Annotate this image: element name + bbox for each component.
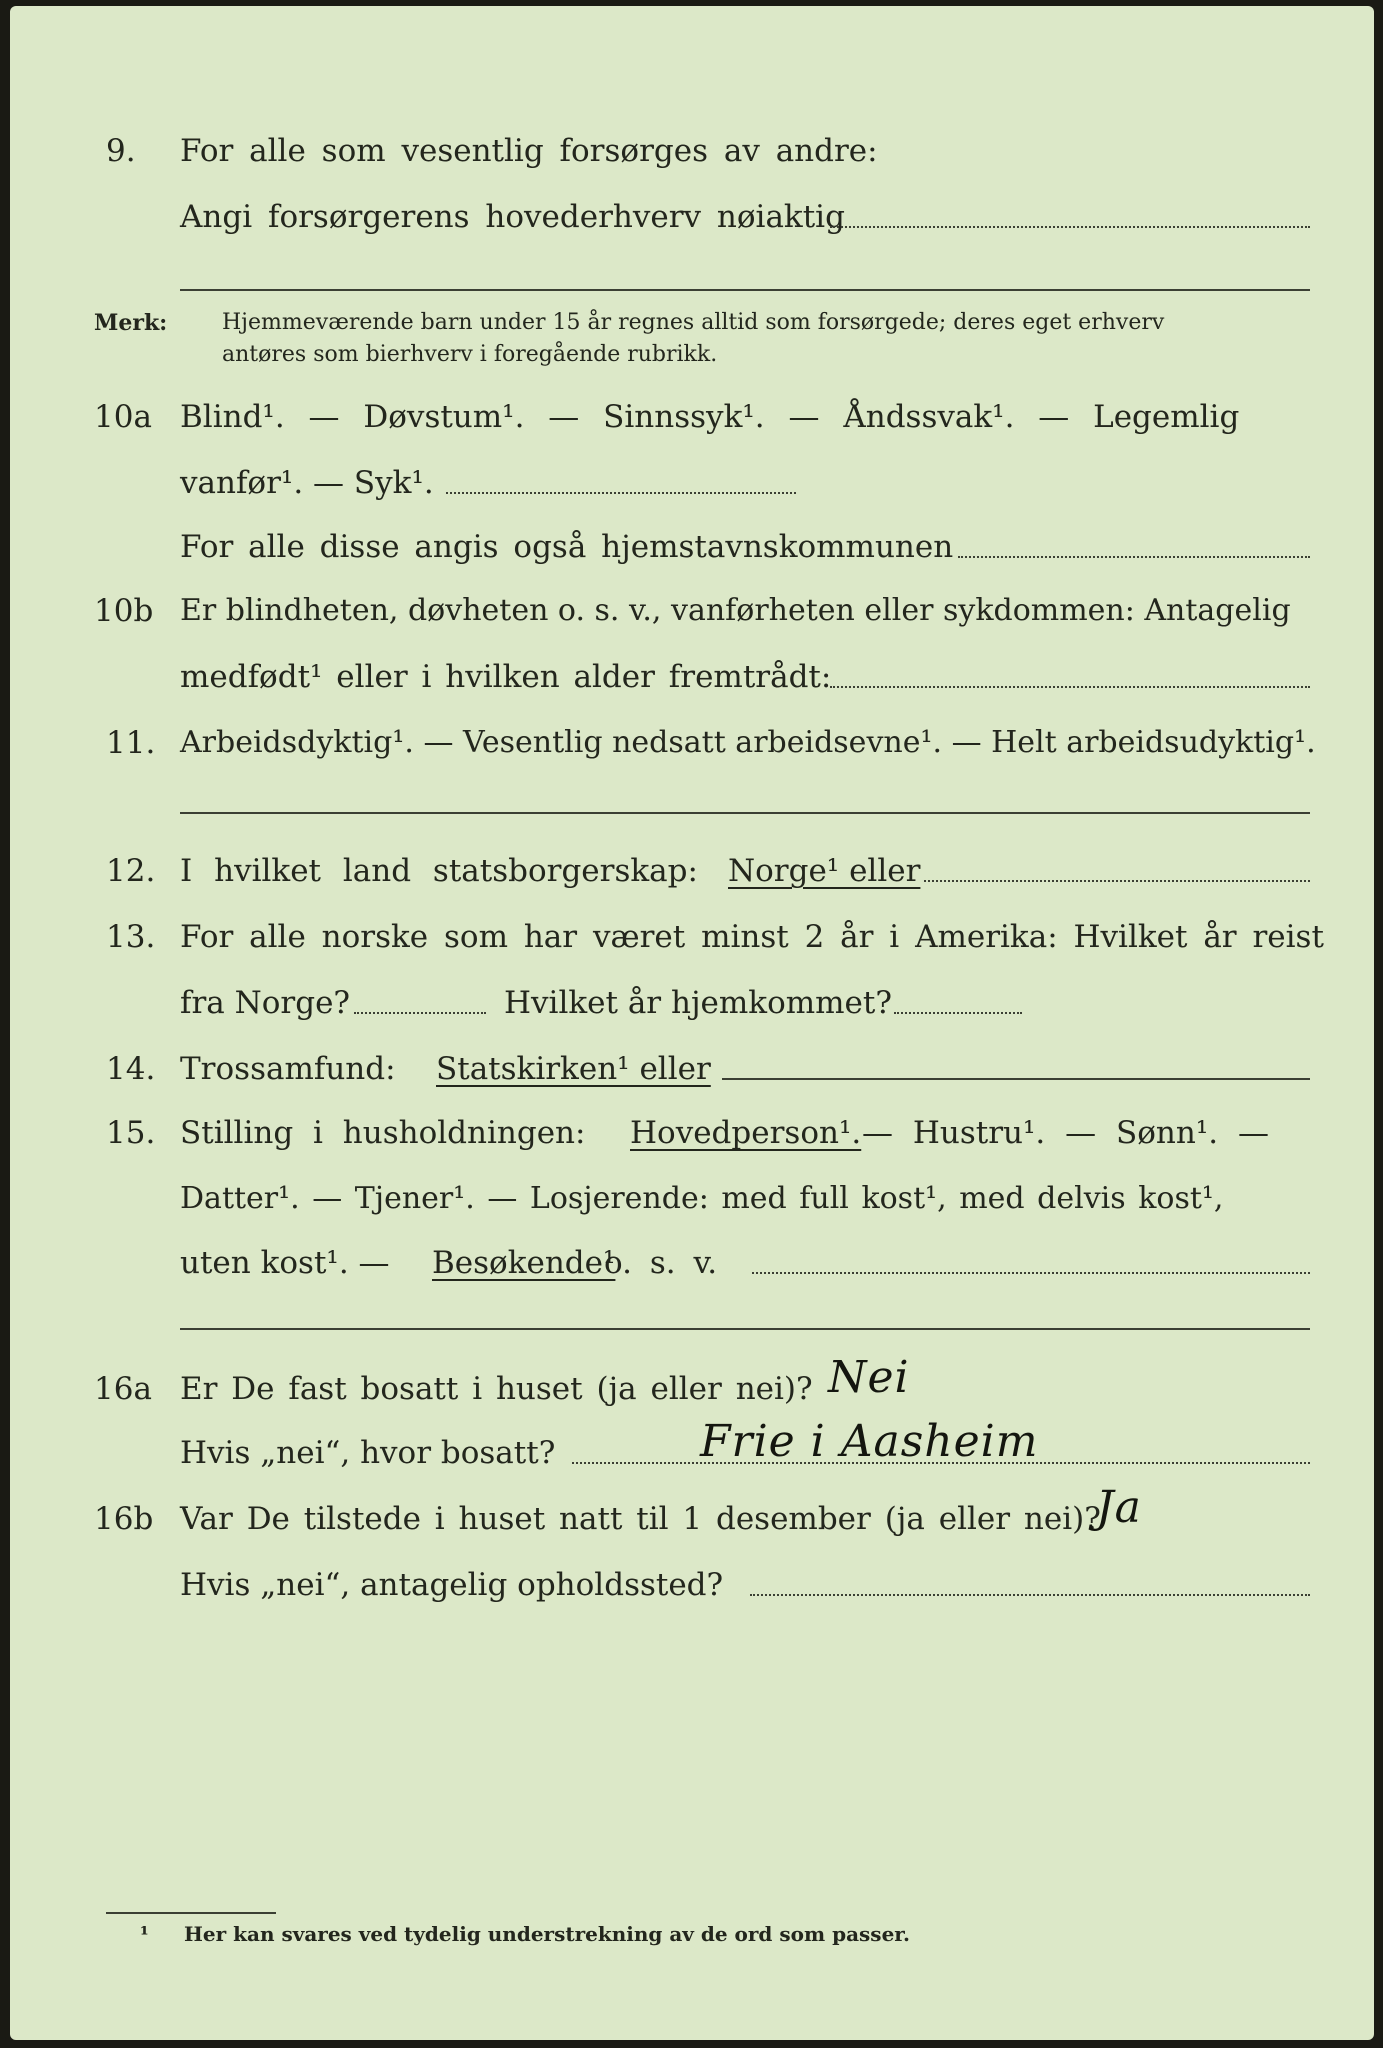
q13-number: 13. <box>106 919 156 955</box>
q12-text: I hvilket land statsborgerskap: <box>180 853 698 889</box>
q16b-number: 16b <box>94 1501 154 1537</box>
q16a-line1: Er De fast bosatt i huset (ja eller nei)? <box>180 1371 813 1407</box>
q15-underlined-hovedperson: Hovedperson¹. <box>630 1115 862 1151</box>
q12-answer-line[interactable] <box>924 880 1310 882</box>
q13-line1: For alle norske som har været minst 2 år i Amerika: Hvilket år reist <box>180 919 1324 955</box>
q10b-answer-line[interactable] <box>830 686 1310 688</box>
q12-number: 12. <box>106 853 156 889</box>
q10b-number: 10b <box>94 593 154 629</box>
q16b-opholdssted-answer-line[interactable] <box>750 1594 1310 1596</box>
q10b-line2: medfødt¹ eller i hvilken alder fremtrådt: <box>180 659 832 695</box>
q16a-handwritten-answer: Nei <box>828 1352 910 1403</box>
q15-line2: Datter¹. — Tjener¹. — Losjerende: med full kost¹, med delvis kost¹, <box>180 1181 1224 1216</box>
q11-answer-line[interactable] <box>180 812 1310 814</box>
q16a-handwritten-bosatt: Frie i Aasheim <box>700 1416 1039 1467</box>
footnote-divider <box>106 1912 276 1914</box>
q10a-line3: For alle disse angis også hjemstavnskommunen <box>180 529 954 565</box>
q9-extra-answer-line[interactable] <box>180 289 1310 291</box>
q15-answer-line[interactable] <box>752 1272 1310 1274</box>
q16b-handwritten-answer: Ja <box>1096 1482 1142 1533</box>
q14-underlined-option: Statskirken¹ eller <box>436 1051 711 1087</box>
q10b-line1: Er blindheten, døvheten o. s. v., vanførheten eller sykdommen: Antagelig <box>180 593 1291 628</box>
q9-line2: Angi forsørgerens hovederhverv nøiaktig <box>180 199 845 235</box>
q15-number: 15. <box>106 1115 156 1151</box>
q16b-line2: Hvis „nei“, antagelig opholdssted? <box>180 1567 724 1603</box>
q13-line2a: fra Norge? <box>180 985 351 1021</box>
q10a-line1: Blind¹. — Døvstum¹. — Sinnssyk¹. — Åndssvak¹. — Legemlig <box>180 399 1240 435</box>
q11-line1: Arbeidsdyktig¹. — Vesentlig nedsatt arbeidsevne¹. — Helt arbeidsudyktig¹. <box>180 725 1316 760</box>
q13-hjemkommet-answer-line[interactable] <box>894 1012 1022 1014</box>
q15-underlined-besokende: Besøkende¹ <box>432 1245 616 1281</box>
q11-number: 11. <box>106 725 156 761</box>
q9-line1: For alle som vesentlig forsørges av andre: <box>180 133 878 169</box>
q14-number: 14. <box>106 1051 156 1087</box>
q13-line2b: Hvilket år hjemkommet? <box>504 985 892 1021</box>
q14-answer-line[interactable] <box>722 1078 1310 1080</box>
q10a-number: 10a <box>94 399 152 435</box>
q13-reist-answer-line[interactable] <box>354 1012 486 1014</box>
q14-text: Trossamfund: <box>180 1051 396 1087</box>
q10a-line2: vanfør¹. — Syk¹. <box>180 465 434 501</box>
q16a-number: 16a <box>94 1371 152 1407</box>
census-form-page <box>10 6 1374 2040</box>
q16a-line2: Hvis „nei“, hvor bosatt? <box>180 1435 556 1471</box>
q10a-hjemstavn-answer-line[interactable] <box>958 556 1310 558</box>
q15-line1c: — Hustru¹. — Sønn¹. — <box>862 1115 1269 1151</box>
q12-underlined-option: Norge¹ eller <box>728 853 921 889</box>
q10a-syk-answer-line[interactable] <box>446 492 796 494</box>
merk-label: Merk: <box>94 310 168 336</box>
merk-line1: Hjemmeværende barn under 15 år regnes alltid som forsørgede; deres eget erhverv <box>222 310 1165 335</box>
footnote-text: Her kan svares ved tydelig understrekning av de ord som passer. <box>184 1922 910 1946</box>
q9-answer-line[interactable] <box>830 226 1310 228</box>
q15-extra-answer-line[interactable] <box>180 1328 1310 1330</box>
q16b-line1: Var De tilstede i huset natt til 1 desember (ja eller nei)? <box>180 1501 1101 1537</box>
q15-line3a: uten kost¹. — <box>180 1245 390 1281</box>
q15-line1a: Stilling i husholdningen: <box>180 1115 586 1151</box>
q9-number: 9. <box>106 133 136 169</box>
footnote-mark: ¹ <box>140 1922 149 1946</box>
merk-line2: antøres som bierhverv i foregående rubrikk. <box>222 342 718 367</box>
q15-line3c: o. s. v. <box>604 1245 718 1281</box>
